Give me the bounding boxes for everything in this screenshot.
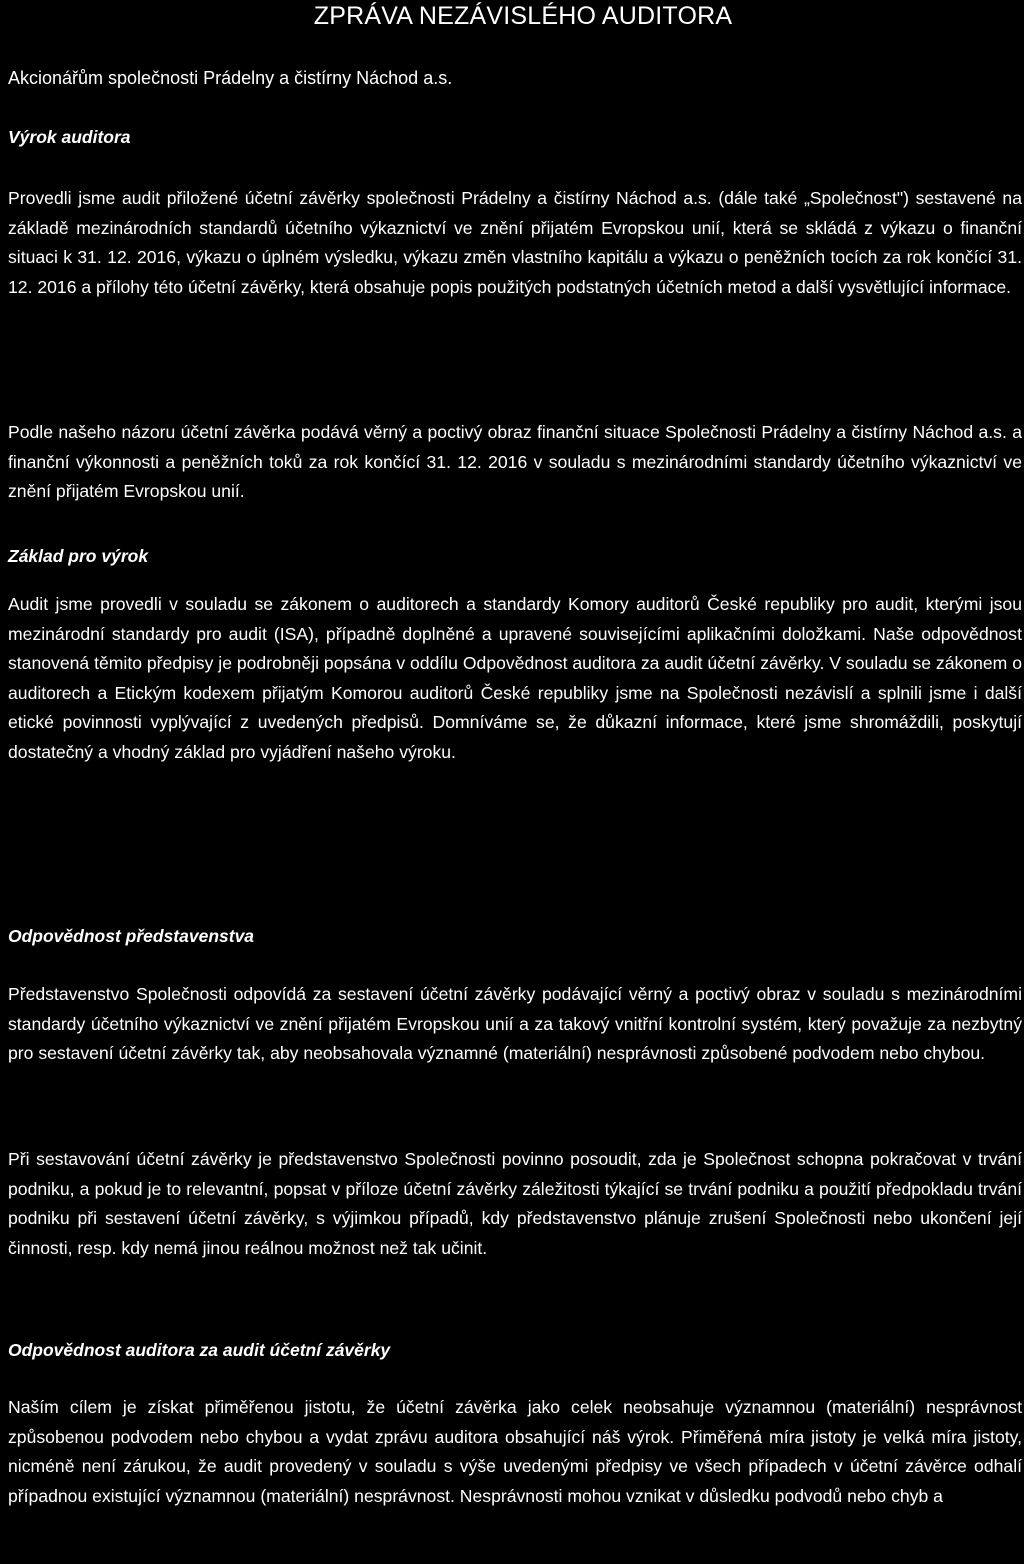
paragraph-going-concern: Při sestavování účetní závěrky je představenstvo Společnosti povinno posoudit, zda je Společnost schopna pokračovat v trvání podniku, a pokud je to relevantní, popsat v příloze účetní závěrky záležitosti týkající se trvání podniku a použití předpokladu trvání podniku při sestavení účetní závěrky, s výjimkou případů, kdy představenstvo plánuje zrušení Společnosti nebo ukončení její činnosti, resp. kdy nemá jinou reálnou možnost než tak učinit.: [8, 1149, 1022, 1258]
section-heading-opinion: Výrok auditora: [8, 127, 131, 147]
paragraph-basis-for-opinion: Audit jsme provedli v souladu se zákonem o auditorech a standardy Komory auditorů České republiky pro audit, kterými jsou mezinárodní standardy pro audit (ISA), případně doplněné a upravené souvisejícími aplikačními doložkami. Naše odpovědnost stanovená těmito předpisy je podrobněji popsána v oddílu Odpovědnost auditora za audit účetní závěrky. V souladu se zákonem o auditorech a Etickým kodexem přijatým Komorou auditorů České republiky jsme na Společnosti nezávislí a splnili jsme i další etické povinnosti vyplývající z uvedených předpisů. Domníváme se, že důkazní informace, které jsme shromáždili, poskytují dostatečný a vhodný základ pro vyjádření našeho výroku.: [8, 594, 1022, 762]
section-heading-board-responsibility: Odpovědnost představenstva: [8, 926, 255, 946]
section-heading-basis-for-opinion: Základ pro výrok: [8, 546, 149, 566]
paragraph-auditor-objective: Naším cílem je získat přiměřenou jistotu, že účetní závěrka jako celek neobsahuje významnou (materiální) nesprávnost způsobenou podvodem nebo chybou a vydat zprávu auditora obsahující náš výrok. Přiměřená míra jistoty je velká míra jistoty, nicméně není zárukou, že audit provedený v souladu s výše uvedenými předpisy ve všech případech v účetní závěrce odhalí případnou existující významnou (materiální) nesprávnost. Nesprávnosti mohou vznikat v důsledku podvodů nebo chyb a: [8, 1397, 1022, 1506]
paragraph-board-responsibility: Představenstvo Společnosti odpovídá za sestavení účetní závěrky podávající věrný a poctivý obraz v souladu s mezinárodními standardy účetního výkaznictví ve znění přijatém Evropskou unií a za takový vnitřní kontrolní systém, který považuje za nezbytný pro sestavení účetní závěrky tak, aby neobsahovala významné (materiální) nesprávnosti způsobené podvodem nebo chybou.: [8, 984, 1022, 1064]
section-heading-auditor-responsibility: Odpovědnost auditora za audit účetní závěrky: [8, 1340, 391, 1360]
report-title: ZPRÁVA NEZÁVISLÉHO AUDITORA: [313, 2, 733, 30]
paragraph-opinion-audit-scope: Provedli jsme audit přiložené účetní závěrky společnosti Prádelny a čistírny Náchod a.s. (dále také „Společnost") sestavené na základě mezinárodních standardů účetního výkaznictví ve znění přijatém Evropskou unií, která se skládá z výkazu o finanční situaci k 31. 12. 2016, výkazu o úplném výsledku, výkazu změn vlastního kapitálu a výkazu o peněžních tocích za rok končící 31. 12. 2016 a přílohy této účetní závěrky, která obsahuje popis použitých podstatných účetních metod a další vysvětlující informace.: [8, 188, 1022, 297]
paragraph-opinion-statement: Podle našeho názoru účetní závěrka podává věrný a poctivý obraz finanční situace Společnosti Prádelny a čistírny Náchod a.s. a finanční výkonnosti a peněžních toků za rok končící 31. 12. 2016 v souladu s mezinárodními standardy účetního výkaznictví ve znění přijatém Evropskou unií.: [8, 422, 1022, 502]
addressee-line: Akcionářům společnosti Prádelny a čistírny Náchod a.s.: [8, 68, 453, 88]
